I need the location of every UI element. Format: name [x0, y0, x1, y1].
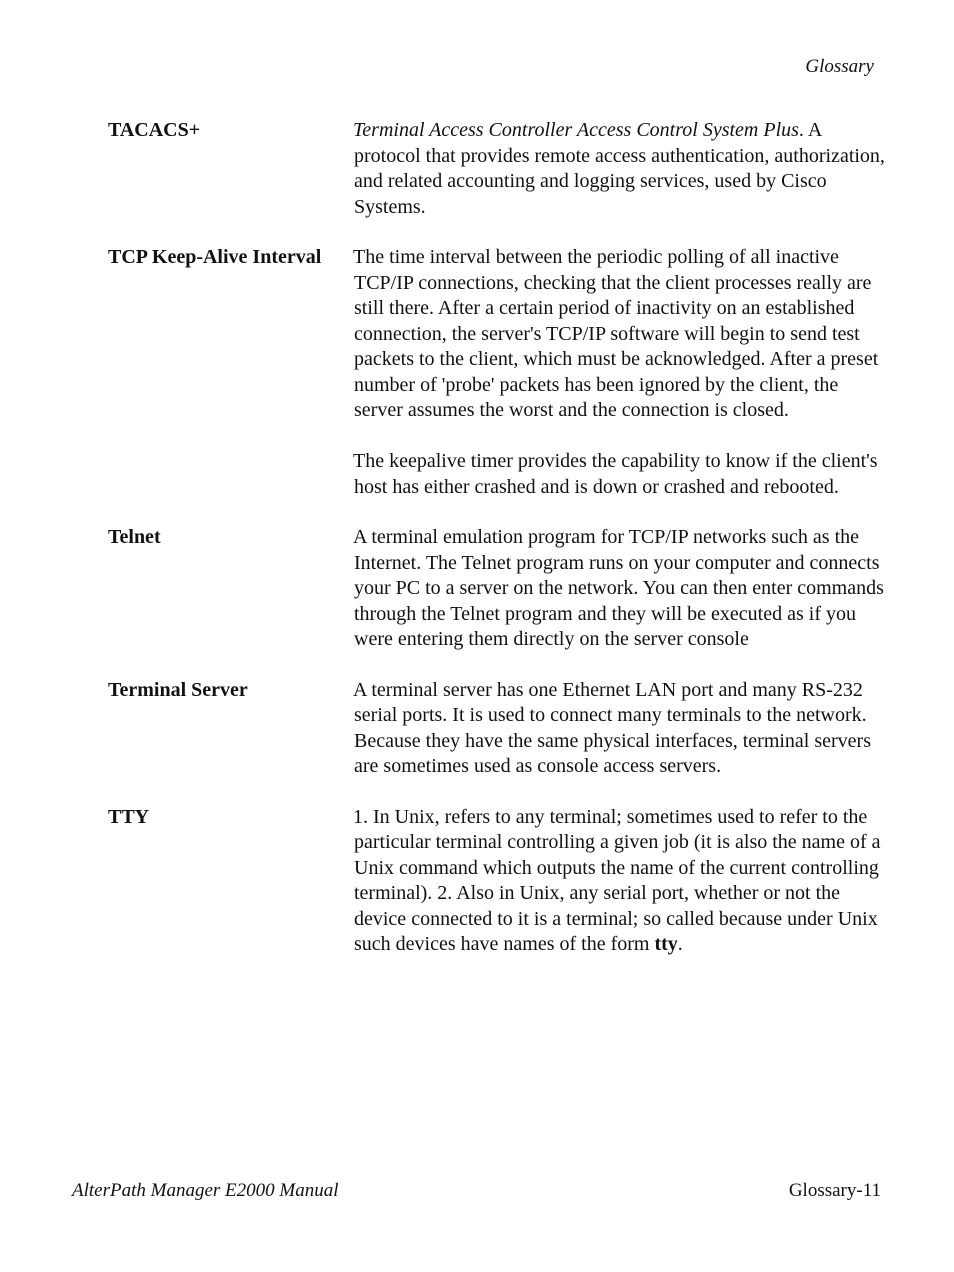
glossary-term: TCP Keep-Alive Interval — [108, 246, 322, 268]
glossary-entry-terminal-server — [108, 678, 888, 780]
glossary-definition — [354, 805, 888, 958]
footer-manual-title: AlterPath Manager E2000 Manual — [72, 1180, 339, 1201]
definition-paragraph — [354, 805, 888, 958]
definition-trailing: . — [677, 933, 683, 955]
glossary-term: TTY — [108, 805, 150, 828]
glossary-entry-telnet — [108, 525, 888, 653]
definition-text: 1. In Unix, refers to any terminal; sometimes used to refer to the particular terminal controlling a given job (it is also the name of a Unix command which outputs the name of the current controlling terminal). 2. Also in Unix, any serial port, whether or not the device connected to it is a terminal; so called because under Unix such devices have names of the form — [353, 805, 881, 955]
glossary-entry-tty — [108, 805, 888, 958]
glossary-definition — [354, 525, 888, 653]
definition-paragraph: The keepalive timer provides the capability to know if the client's host has either crashed and is down or crashed and rebooted. — [353, 450, 878, 498]
definition-paragraph: A terminal server has one Ethernet LAN port and many RS-232 serial ports. It is used to connect many terminals to the network. Because they have the same physical interfaces, terminal servers are sometimes used as console access servers. — [353, 678, 872, 777]
footer-page-number: Glossary-11 — [788, 1180, 881, 1201]
glossary-definition — [354, 245, 888, 500]
glossary-term: Telnet — [108, 526, 161, 548]
definition-paragraph: The time interval between the periodic polling of all inactive TCP/IP connections, checking that the client processes really are still there. After a certain period of inactivity on an established connection, the server's TCP/IP software will begin to send test packets to the client, which must be acknowledged. After a preset number of 'probe' packets has been ignored by the client, the server assumes the worst and the connection is closed. — [353, 246, 879, 421]
glossary-entry-tacacs — [108, 118, 888, 220]
definition-text: . A protocol that provides remote access authentication, authorization, and related accounting and logging services, used by Cisco Systems. — [354, 119, 885, 218]
running-header: Glossary — [805, 56, 874, 77]
glossary-definition — [354, 678, 888, 780]
glossary-entry-tcp-keep-alive — [108, 245, 888, 500]
term-expansion: Terminal Access Controller Access Control System Plus — [353, 119, 799, 141]
bold-term: tty — [654, 933, 678, 955]
definition-paragraph — [354, 118, 888, 220]
definition-paragraph: A terminal emulation program for TCP/IP networks such as the Internet. The Telnet program runs on your computer and connects your PC to a server on the network. You can then enter commands through the Telnet program and they will be executed as if you were entering them directly on the server console — [353, 526, 884, 650]
glossary-definition — [354, 118, 888, 220]
glossary-list — [108, 118, 888, 983]
glossary-term: TACACS+ — [108, 119, 201, 141]
glossary-term: Terminal Server — [108, 678, 248, 701]
